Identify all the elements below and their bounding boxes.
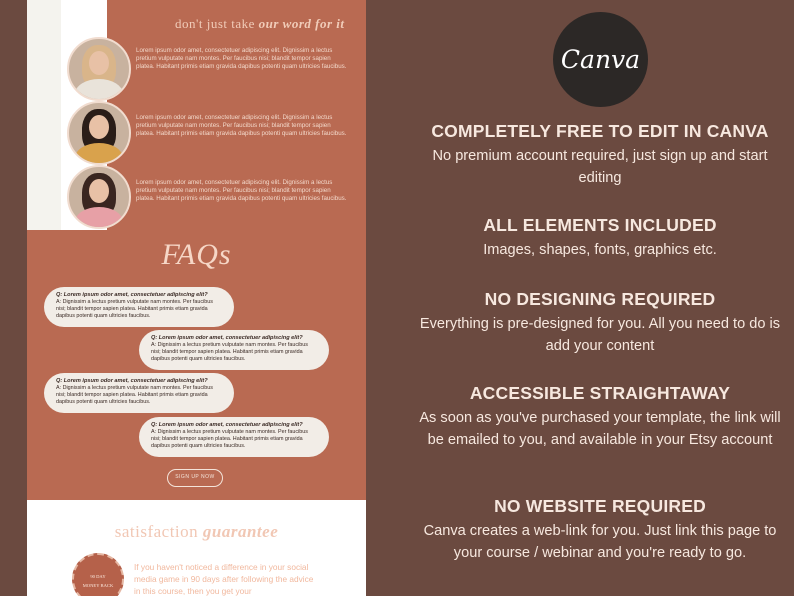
feature-text-5: Canva creates a web-link for you. Just link this page to your course / webinar and you're ready to go. [423,523,777,561]
feature-text-1: No premium account required, just sign up and start editing [432,148,768,186]
testimonials-title: don't just take our word for it [175,16,345,31]
faq-answer: A: Dignissim a lectus pretium vulputate nam montes. Per faucibus nisi; blandit tempor sapien platea. Habitant primis etiam gravida dapibus potenti quam ultricies faucibus. [151,342,308,362]
canva-logo: Canva [553,12,648,107]
testimonial-text-3: Lorem ipsum odor amet, consectetuer adipiscing elit. Dignissim a lectus pretium vulputate nam montes. Per faucibus nisi; blandit tempor sapien platea. Habitant primis etiam gravida dapibus potenti quam ultricies faucibus. [136,179,347,202]
sign-up-button[interactable]: SIGN UP NOW [167,469,223,487]
testimonial-text-2: Lorem ipsum odor amet, consectetuer adipiscing elit. Dignissim a lectus pretium vulputate nam montes. Per faucibus nisi; blandit tempor sapien platea. Habitant primis etiam gravida dapibus potenti quam ultricies faucibus. [136,114,347,137]
guarantee-text: If you haven't noticed a difference in your social media game in 90 days after following the advice in this course, then you get your [134,562,314,596]
faq-question: Q: Lorem ipsum odor amet, consectetuer adipiscing elit? [151,422,303,428]
faq-answer: A: Dignissim a lectus pretium vulputate nam montes. Per faucibus nisi; blandit tempor sapien platea. Habitant primis etiam gravida dapibus potenti quam ultricies faucibus. [56,299,213,319]
feature-heading-3: NO DESIGNING REQUIRED [484,289,716,309]
faq-answer: A: Dignissim a lectus pretium vulputate nam montes. Per faucibus nisi; blandit tempor sapien platea. Habitant primis etiam gravida dapibus potenti quam ultricies faucibus. [56,385,213,405]
template-preview [27,0,366,596]
testimonial-avatar-1 [67,37,131,101]
feature-heading-5: NO WEBSITE REQUIRED [494,496,706,516]
faq-question: Q: Lorem ipsum odor amet, consectetuer adipiscing elit? [151,335,303,341]
feature-text-3: Everything is pre-designed for you. All you need to do is add your content [419,316,781,354]
testimonial-avatar-3 [67,165,131,229]
faq-item-1 [44,287,234,327]
faq-answer: A: Dignissim a lectus pretium vulputate nam montes. Per faucibus nisi; blandit tempor sapien platea. Habitant primis etiam gravida dapibus potenti quam ultricies faucibus. [151,429,308,449]
feature-heading-1: COMPLETELY FREE TO EDIT IN CANVA [431,121,769,141]
faq-question: Q: Lorem ipsum odor amet, consectetuer adipiscing elit? [56,378,208,384]
feature-text-2: Images, shapes, fonts, graphics etc. [483,242,717,258]
faq-item-4 [139,417,329,457]
feature-heading-2: ALL ELEMENTS INCLUDED [483,215,717,235]
faq-title: FAQs [161,238,232,271]
testimonial-text-1: Lorem ipsum odor amet, consectetuer adipiscing elit. Dignissim a lectus pretium vulputate nam montes. Per faucibus nisi; blandit tempor sapien platea. Habitant primis etiam gravida dapibus potenti quam ultricies faucibus. [136,47,347,70]
guarantee-title: satisfaction guarantee [114,522,279,541]
feature-heading-4: ACCESSIBLE STRAIGHTAWAY [469,383,731,403]
faq-question: Q: Lorem ipsum odor amet, consectetuer adipiscing elit? [56,292,208,298]
testimonial-avatar-2 [67,101,131,165]
money-back-seal: 90 DAY MONEY BACK [72,553,124,596]
feature-text-4: As soon as you've purchased your template, the link will be emailed to you, and available in your Etsy account [419,410,781,448]
faq-item-3 [44,373,234,413]
faq-item-2 [139,330,329,370]
